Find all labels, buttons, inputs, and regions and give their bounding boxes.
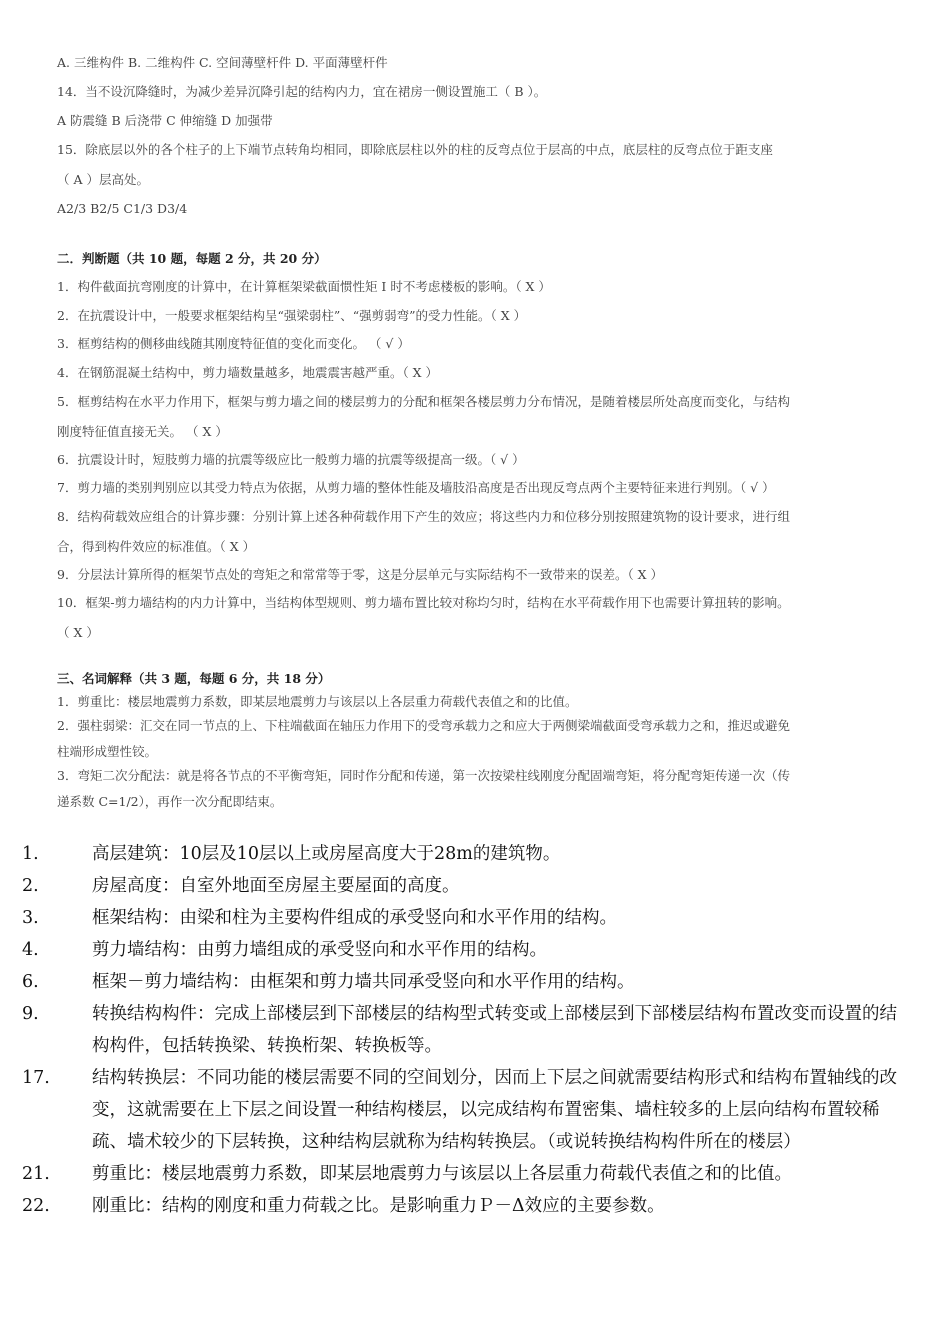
def-item-1: 1．剪重比：楼层地震剪力系数，即某层地震剪力与该层以上各层重力荷载代表值之和的比值。: [57, 694, 578, 709]
question-15: 15．除底层以外的各个柱子的上下端节点转角均相同，即除底层柱以外的柱的反弯点位于层高的中点，底层柱的反弯点位于距支座: [57, 142, 773, 157]
question-14: 14．当不设沉降缝时，为减少差异沉降引起的结构内力，宜在裙房一侧设置施工（ B ）。: [57, 84, 547, 99]
large-def-22: 22. 刚重比：结构的刚度和重力荷载之比。是影响重力Ｐ－Δ效应的主要参数。: [22, 1196, 665, 1216]
def-item-2-continued: 柱端形成塑性铰。: [57, 744, 158, 759]
def-item-3-continued: 递系数 C=1/2），再作一次分配即结束。: [57, 794, 283, 809]
question-15-continued: （ A ）层高处。: [57, 172, 149, 187]
tf-item-5: 5．框剪结构在水平力作用下，框架与剪力墙之间的楼层剪力的分配和框架各楼层剪力分布情况，是随着楼层所处高度而变化，与结构: [57, 394, 790, 409]
tf-item-2: 2．在抗震设计中，一般要求框架结构呈“强梁弱柱”、“强剪弱弯”的受力性能。（ X ）: [57, 308, 527, 323]
tf-item-10: 10．框架-剪力墙结构的内力计算中，当结构体型规则、剪力墙布置比较对称均匀时，结构在水平荷载作用下也需要计算扭转的影响。: [57, 595, 790, 610]
tf-item-8-continued: 合，得到构件效应的标准值。（ X ）: [57, 539, 256, 554]
large-def-21: 21. 剪重比：楼层地震剪力系数，即某层地震剪力与该层以上各层重力荷载代表值之和的比值。: [22, 1164, 792, 1184]
large-def-17: 17. 结构转换层：不同功能的楼层需要不同的空间划分，因而上下层之间就需要结构形式和结构布置轴线的改变，这就需要在上下层之间设置一种结构楼层，以完成结构布置密集、墙柱较多的上层向结构布置较稀疏、墙术较少的下层转换，这种结构层就称为结构转换层。（或说转换结构构件所在的楼层）: [22, 1068, 897, 1152]
large-def-4: 4. 剪力墙结构：由剪力墙组成的承受竖向和水平作用的结构。: [22, 940, 547, 960]
tf-item-1: 1．构件截面抗弯刚度的计算中，在计算框架梁截面惯性矩 I 时不考虑楼板的影响。（ X ）: [57, 279, 551, 294]
tf-item-7: 7．剪力墙的类别判别应以其受力特点为依据，从剪力墙的整体性能及墙肢沿高度是否出现反弯点两个主要特征来进行判别。（ √ ）: [57, 480, 775, 495]
section-heading-true-false: 二．判断题（共 10 题，每题 2 分，共 20 分）: [57, 251, 327, 266]
large-def-9: 9. 转换结构构件：完成上部楼层到下部楼层的结构型式转变或上部楼层到下部楼层结构布置改变而设置的结构构件，包括转换梁、转换桁架、转换板等。: [22, 1004, 897, 1056]
large-def-1: 1. 高层建筑：10层及10层以上或房屋高度大于28m的建筑物。: [22, 844, 561, 864]
large-def-6: 6. 框架－剪力墙结构：由框架和剪力墙共同承受竖向和水平作用的结构。: [22, 972, 635, 992]
def-item-3: 3．弯矩二次分配法：就是将各节点的不平衡弯矩，同时作分配和传递，第一次按梁柱线刚度分配固端弯矩，将分配弯矩传递一次（传: [57, 768, 790, 783]
large-def-2: 2. 房屋高度：自室外地面至房屋主要屋面的高度。: [22, 876, 460, 896]
options-line-14: A 防震缝 B 后浇带 C 伸缩缝 D 加强带: [57, 113, 273, 128]
tf-item-8: 8．结构荷载效应组合的计算步骤：分别计算上述各种荷载作用下产生的效应；将这些内力和位移分别按照建筑物的设计要求，进行组: [57, 509, 790, 524]
tf-item-6: 6．抗震设计时，短肢剪力墙的抗震等级应比一般剪力墙的抗震等级提高一级。（ √ ）: [57, 452, 525, 467]
section-heading-definitions: 三、名词解释（共 3 题，每题 6 分，共 18 分）: [57, 671, 331, 686]
options-line-15: A2/3 B2/5 C1/3 D3/4: [57, 201, 188, 216]
tf-item-10-continued: （ X ）: [57, 625, 99, 640]
tf-item-4: 4．在钢筋混凝土结构中，剪力墙数量越多，地震震害越严重。（ X ）: [57, 365, 439, 380]
options-line-13: A. 三维构件 B. 二维构件 C. 空间薄壁杆件 D. 平面薄壁杆件: [57, 55, 388, 70]
def-item-2: 2．强柱弱梁：汇交在同一节点的上、下柱端截面在轴压力作用下的受弯承载力之和应大于两侧梁端截面受弯承载力之和，推迟或避免: [57, 718, 790, 733]
tf-item-3: 3．框剪结构的侧移曲线随其刚度特征值的变化而变化。 （ √ ）: [57, 336, 410, 351]
large-definitions-list: [22, 838, 907, 1222]
large-def-3: 3. 框架结构：由梁和柱为主要构件组成的承受竖向和水平作用的结构。: [22, 908, 617, 928]
tf-item-9: 9．分层法计算所得的框架节点处的弯矩之和常常等于零，这是分层单元与实际结构不一致带来的误差。（ X ）: [57, 567, 664, 582]
tf-item-5-continued: 刚度特征值直接无关。 （ X ）: [57, 424, 228, 439]
